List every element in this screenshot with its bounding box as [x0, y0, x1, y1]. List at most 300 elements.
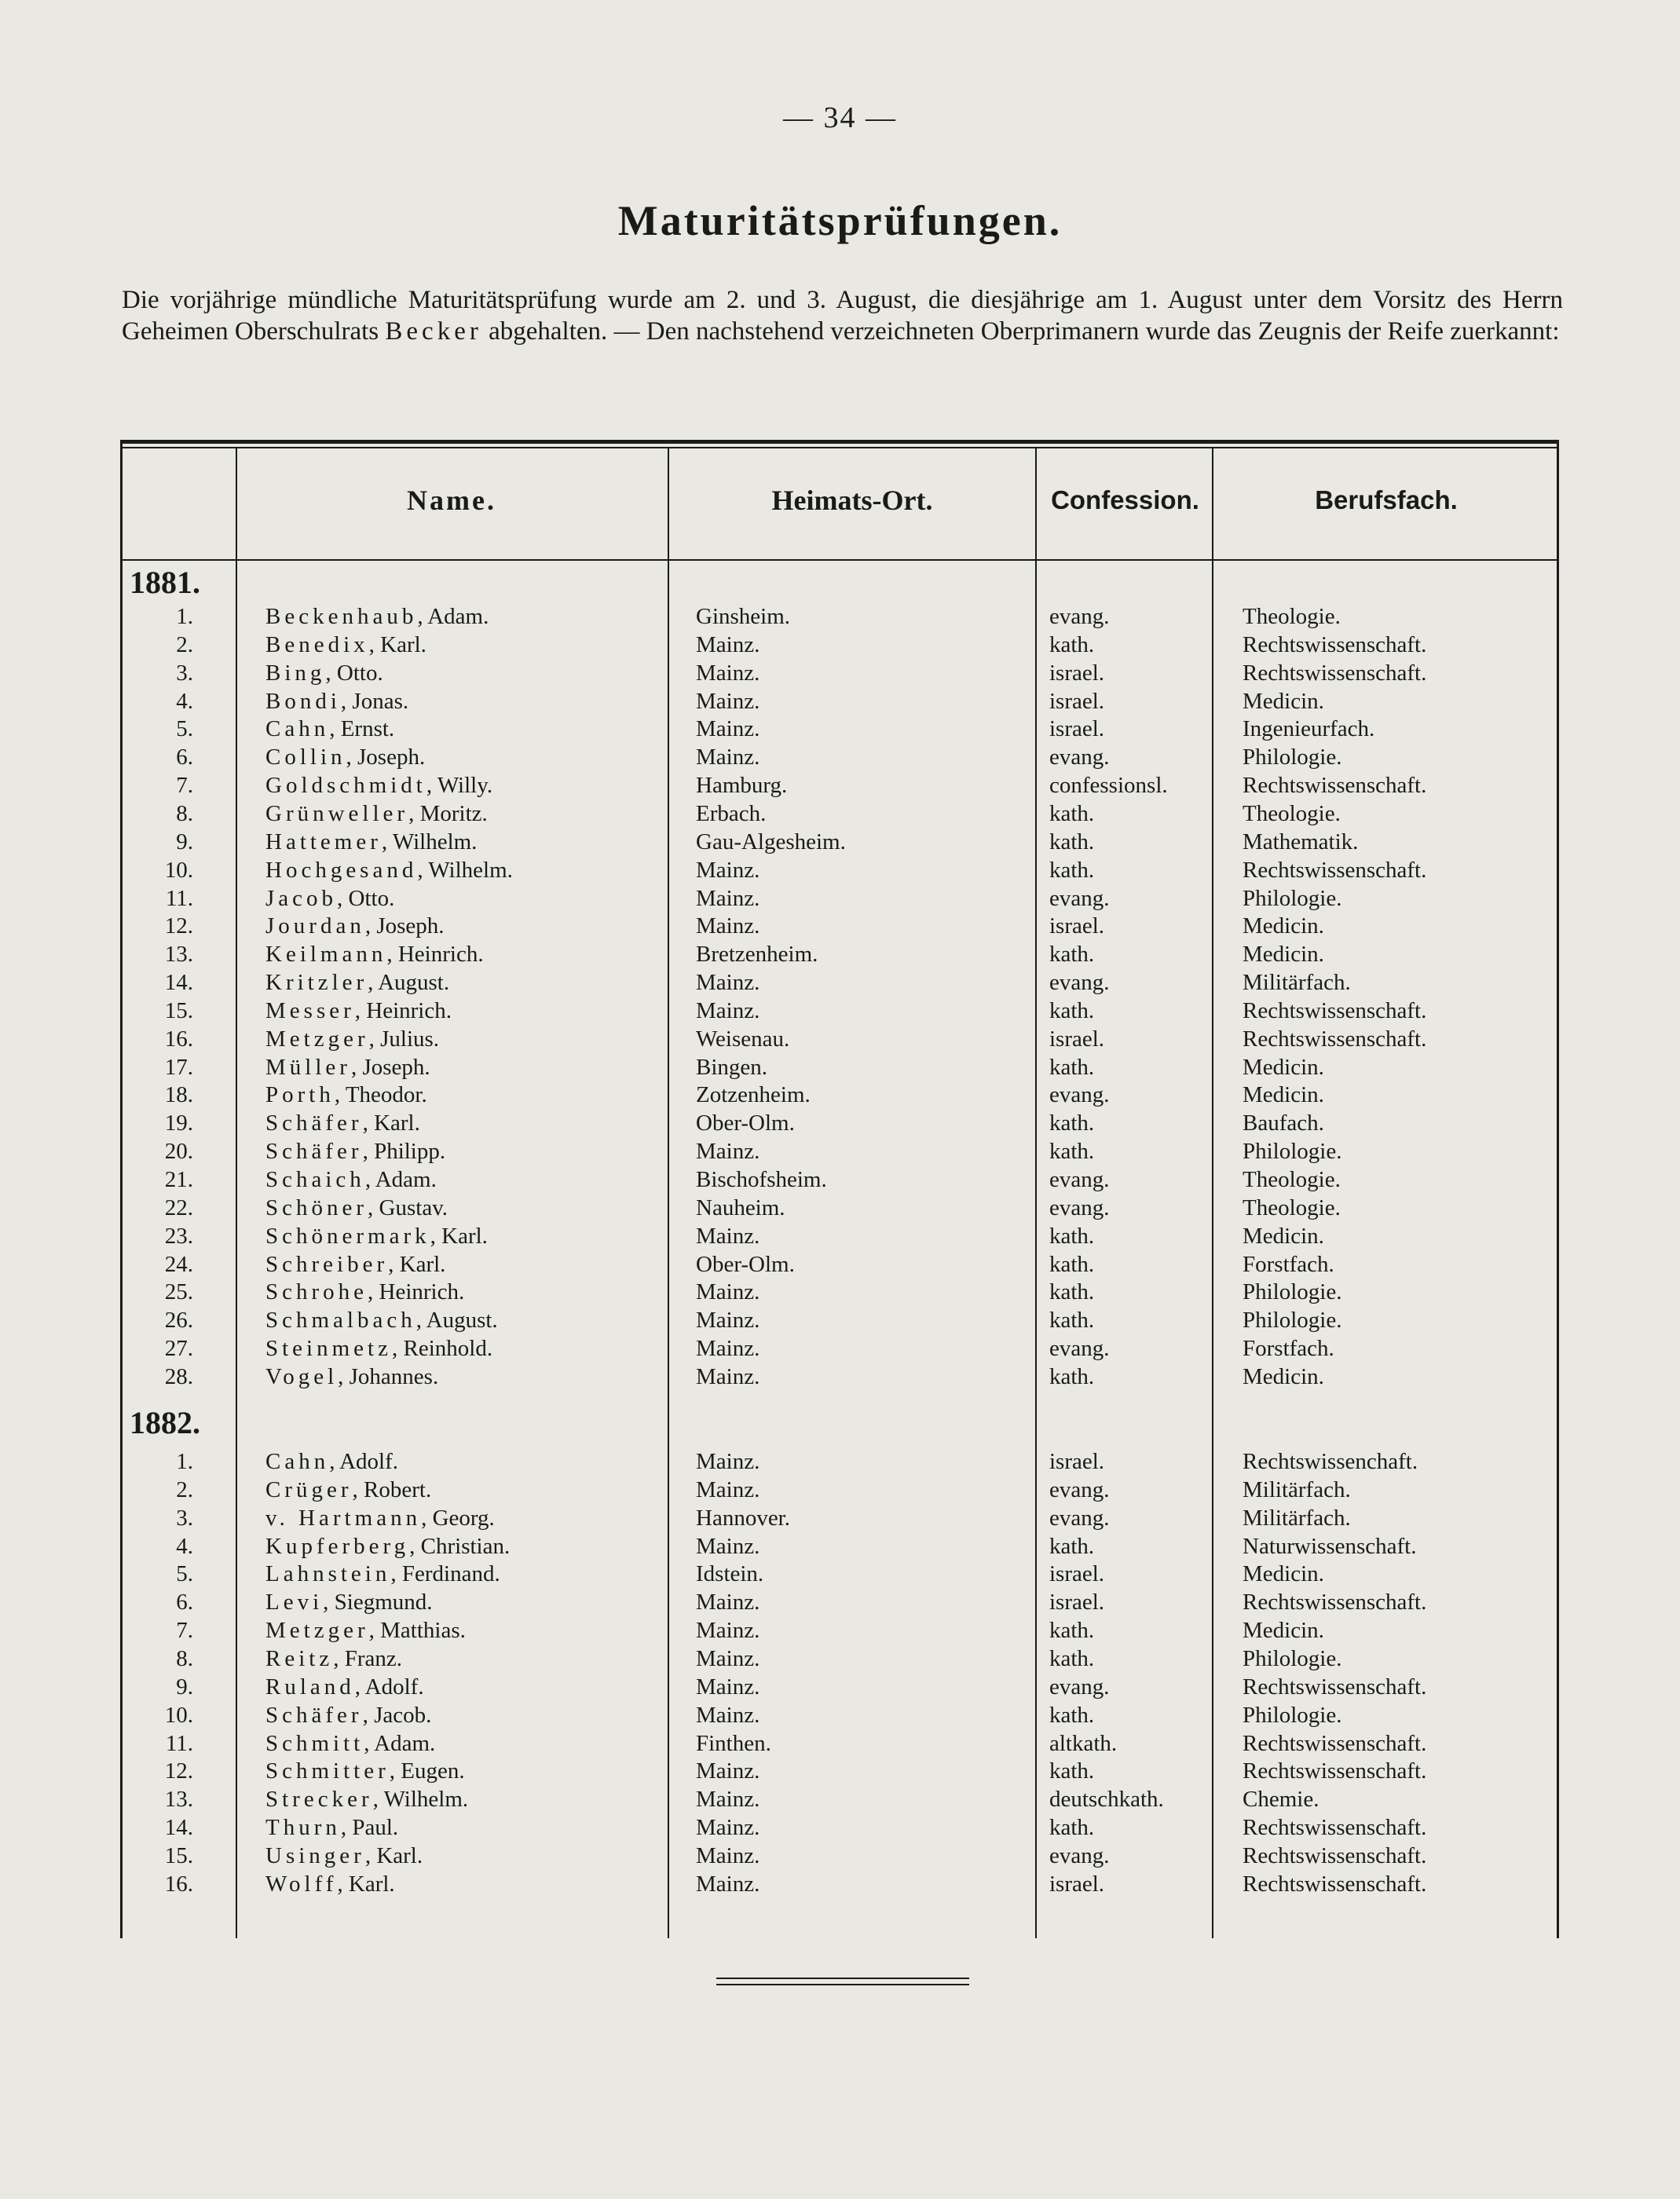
row-number: 16. — [164, 1872, 193, 1897]
row-confession: israel. — [1049, 1561, 1105, 1586]
row-name — [265, 1701, 431, 1729]
row-name — [265, 1109, 420, 1137]
row-given-name: , Wilhelm. — [381, 829, 478, 854]
row-confession: kath. — [1049, 1308, 1095, 1333]
row-confession: kath. — [1049, 1224, 1095, 1249]
row-confession: israel. — [1049, 1872, 1105, 1897]
row-given-name: , Ferdinand. — [390, 1561, 500, 1586]
row-surname: Keilmann — [265, 942, 387, 967]
row-number: 10. — [164, 858, 193, 883]
row-number: 4. — [176, 1534, 193, 1559]
page-number: — 34 — — [783, 101, 897, 134]
row-surname: Schrohe — [265, 1279, 368, 1304]
row-number: 16. — [164, 1026, 193, 1052]
row-heimat: Mainz. — [696, 1139, 760, 1164]
row-heimat: Mainz. — [696, 1308, 760, 1333]
row-surname: Jacob — [265, 886, 338, 911]
row-confession: kath. — [1049, 1139, 1095, 1164]
row-number: 6. — [176, 1590, 193, 1615]
row-number: 3. — [176, 1506, 193, 1531]
row-beruf: Rechtswissenschaft. — [1243, 1758, 1427, 1784]
row-heimat: Mainz. — [696, 1449, 760, 1474]
row-number: 15. — [164, 1843, 193, 1868]
row-heimat: Mainz. — [696, 1336, 760, 1361]
row-given-name: , Christian. — [409, 1534, 511, 1559]
row-confession: evang. — [1049, 1167, 1110, 1192]
column-header-confession: Confession. — [1051, 485, 1199, 514]
row-number: 18. — [164, 1082, 193, 1107]
row-surname: Usinger — [265, 1843, 365, 1868]
row-surname: Steinmetz — [265, 1336, 392, 1361]
table-row — [0, 687, 1680, 715]
row-confession: kath. — [1049, 1703, 1095, 1728]
row-heimat: Mainz. — [696, 689, 760, 714]
row-beruf: Medicin. — [1243, 1055, 1324, 1080]
row-name — [265, 1842, 423, 1870]
row-heimat: Mainz. — [696, 886, 760, 911]
row-given-name: , Siegmund. — [323, 1590, 433, 1615]
row-surname: Metzger — [265, 1618, 369, 1643]
row-confession: kath. — [1049, 1252, 1095, 1277]
row-number: 12. — [164, 1758, 193, 1784]
row-number: 8. — [176, 1646, 193, 1671]
page-title: Maturitätsprüfungen. — [617, 197, 1063, 244]
row-confession: evang. — [1049, 604, 1110, 629]
row-confession: israel. — [1049, 1449, 1105, 1474]
row-number: 5. — [176, 716, 193, 741]
row-heimat: Mainz. — [696, 716, 760, 741]
row-heimat: Weisenau. — [696, 1026, 790, 1052]
row-name — [265, 1081, 427, 1109]
row-number: 22. — [164, 1195, 193, 1220]
row-given-name: , Matthias. — [368, 1618, 466, 1643]
table-row — [0, 1250, 1680, 1279]
row-surname: Lahnstein — [265, 1561, 391, 1586]
row-surname: Collin — [265, 745, 346, 770]
table-row — [0, 1870, 1680, 1898]
row-heimat: Mainz. — [696, 745, 760, 770]
row-beruf: Rechtswissenschaft. — [1243, 1872, 1427, 1897]
row-number: 4. — [176, 689, 193, 714]
row-number: 28. — [164, 1364, 193, 1389]
row-surname: Schönermark — [265, 1224, 430, 1249]
row-given-name: , Jonas. — [340, 689, 409, 714]
end-rule-second — [716, 1984, 969, 1985]
row-beruf: Theologie. — [1243, 801, 1341, 826]
row-given-name: , Paul. — [340, 1815, 399, 1840]
row-name — [265, 1729, 435, 1758]
row-heimat: Idstein. — [696, 1561, 764, 1586]
row-number: 6. — [176, 745, 193, 770]
row-confession: evang. — [1049, 886, 1110, 911]
row-surname: Crüger — [265, 1477, 353, 1502]
row-number: 20. — [164, 1139, 193, 1164]
table-row — [0, 771, 1680, 799]
row-beruf: Forstfach. — [1243, 1336, 1334, 1361]
table-row — [0, 1334, 1680, 1363]
row-confession: kath. — [1049, 1364, 1095, 1389]
table-row — [0, 1842, 1680, 1870]
row-name — [265, 884, 394, 913]
row-name — [265, 1250, 445, 1279]
row-beruf: Philologie. — [1243, 1308, 1342, 1333]
row-beruf: Medicin. — [1243, 1364, 1324, 1389]
row-beruf: Rechtswissenschaft. — [1243, 660, 1427, 686]
row-number: 25. — [164, 1279, 193, 1304]
row-heimat: Ober-Olm. — [696, 1110, 795, 1136]
table-row — [0, 1813, 1680, 1842]
table-row — [0, 856, 1680, 884]
row-number: 17. — [164, 1055, 193, 1080]
table-row — [0, 1306, 1680, 1334]
row-beruf: Philologie. — [1243, 745, 1342, 770]
year-heading: 1881. — [130, 565, 200, 600]
row-beruf: Philologie. — [1243, 1646, 1342, 1671]
row-name — [265, 631, 426, 659]
row-number: 13. — [164, 1787, 193, 1812]
row-beruf: Theologie. — [1243, 604, 1341, 629]
row-beruf: Rechtswissenschaft. — [1243, 773, 1427, 798]
row-confession: israel. — [1049, 913, 1105, 939]
row-beruf: Rechtswissenschaft. — [1243, 1731, 1427, 1756]
row-surname: Goldschmidt — [265, 773, 426, 798]
row-surname: Schöner — [265, 1195, 368, 1220]
row-confession: kath. — [1049, 801, 1095, 826]
row-beruf: Medicin. — [1243, 1082, 1324, 1107]
row-surname: Schmitt — [265, 1731, 364, 1756]
row-name — [265, 940, 484, 968]
row-beruf: Forstfach. — [1243, 1252, 1334, 1277]
row-name — [265, 997, 452, 1025]
table-row — [0, 1194, 1680, 1222]
row-surname: Schreiber — [265, 1252, 389, 1277]
row-surname: Porth — [265, 1082, 335, 1107]
row-number: 2. — [176, 1477, 193, 1502]
intro-text-1: Die vorjährige mündliche Maturitätsprüfung wurde am 2. und 3. August, die diesjährige am 1. August unter dem Vorsitz des Herrn Geheimen Oberschulrats — [122, 286, 1563, 346]
row-confession: altkath. — [1049, 1731, 1118, 1756]
row-given-name: , August. — [415, 1308, 498, 1333]
row-confession: evang. — [1049, 1195, 1110, 1220]
row-surname: Hattemer — [265, 829, 382, 854]
row-name — [265, 1616, 466, 1645]
row-given-name: , Eugen. — [389, 1758, 465, 1784]
row-beruf: Militärfach. — [1243, 1506, 1351, 1531]
table-row — [0, 1278, 1680, 1306]
table-row — [0, 602, 1680, 631]
row-name — [265, 1785, 468, 1813]
table-row — [0, 1729, 1680, 1758]
row-beruf: Medicin. — [1243, 689, 1324, 714]
row-surname: Kritzler — [265, 970, 368, 995]
row-name — [265, 771, 492, 799]
row-heimat: Hamburg. — [696, 773, 788, 798]
row-number: 14. — [164, 1815, 193, 1840]
row-heimat: Mainz. — [696, 970, 760, 995]
end-rule — [716, 1978, 969, 1979]
row-beruf: Ingenieurfach. — [1243, 716, 1375, 741]
row-name — [265, 1757, 465, 1785]
year-heading: 1882. — [130, 1405, 200, 1440]
column-header-name: Name. — [407, 485, 496, 516]
table-row — [0, 1081, 1680, 1109]
row-name — [265, 659, 383, 687]
table-row — [0, 912, 1680, 940]
row-name — [265, 912, 445, 940]
row-beruf: Rechtswissenschaft. — [1243, 1674, 1427, 1700]
row-confession: evang. — [1049, 1674, 1110, 1700]
row-confession: confessionsl. — [1049, 773, 1168, 798]
row-number: 2. — [176, 632, 193, 657]
table-row — [0, 799, 1680, 828]
row-heimat: Mainz. — [696, 1224, 760, 1249]
row-given-name: , Adam. — [417, 604, 489, 629]
table-row — [0, 1588, 1680, 1616]
table-row — [0, 1785, 1680, 1813]
row-beruf: Rechtswissenschaft. — [1243, 858, 1427, 883]
row-number: 3. — [176, 660, 193, 686]
row-number: 23. — [164, 1224, 193, 1249]
row-given-name: , Adam. — [364, 1167, 437, 1192]
row-name — [265, 1334, 492, 1363]
row-given-name: , Gustav. — [368, 1195, 448, 1220]
row-confession: israel. — [1049, 716, 1105, 741]
row-given-name: , Willy. — [426, 773, 493, 798]
row-beruf: Medicin. — [1243, 1224, 1324, 1249]
row-beruf: Medicin. — [1243, 913, 1324, 939]
row-name — [265, 968, 449, 997]
row-heimat: Mainz. — [696, 1872, 760, 1897]
row-name — [265, 1025, 439, 1053]
row-surname: Schäfer — [265, 1703, 363, 1728]
row-confession: kath. — [1049, 829, 1095, 854]
row-beruf: Chemie. — [1243, 1787, 1319, 1812]
row-beruf: Rechtswissenschaft. — [1243, 632, 1427, 657]
row-heimat: Bingen. — [696, 1055, 768, 1080]
row-beruf: Mathematik. — [1243, 829, 1359, 854]
table-row — [0, 1560, 1680, 1588]
row-confession: evang. — [1049, 1336, 1110, 1361]
row-surname: Vogel — [265, 1364, 339, 1389]
row-heimat: Mainz. — [696, 858, 760, 883]
row-confession: israel. — [1049, 1590, 1105, 1615]
row-heimat: Bischofsheim. — [696, 1167, 827, 1192]
row-given-name: , Karl. — [337, 1872, 395, 1897]
table-row — [0, 1616, 1680, 1645]
row-given-name: , Georg. — [421, 1506, 495, 1531]
row-heimat: Ober-Olm. — [696, 1252, 795, 1277]
row-name — [265, 687, 408, 715]
row-confession: kath. — [1049, 1279, 1095, 1304]
table-row — [0, 1165, 1680, 1194]
row-name — [265, 856, 513, 884]
row-name — [265, 1306, 498, 1334]
row-surname: Bing — [265, 660, 326, 686]
row-surname: Müller — [265, 1055, 351, 1080]
row-beruf: Rechtswissenschaft. — [1243, 1815, 1427, 1840]
row-heimat: Gau-Algesheim. — [696, 829, 846, 854]
column-header-beruf: Berufsfach. — [1315, 485, 1458, 514]
row-heimat: Zotzenheim. — [696, 1082, 811, 1107]
row-number: 19. — [164, 1110, 193, 1136]
row-given-name: , Adam. — [364, 1731, 436, 1756]
row-heimat: Mainz. — [696, 1279, 760, 1304]
row-number: 9. — [176, 1674, 193, 1700]
row-confession: israel. — [1049, 689, 1105, 714]
table-row — [0, 1363, 1680, 1391]
row-heimat: Mainz. — [696, 1787, 760, 1812]
row-heimat: Finthen. — [696, 1731, 771, 1756]
row-surname: Jourdan — [265, 913, 365, 939]
row-heimat: Mainz. — [696, 1534, 760, 1559]
row-given-name: , Jacob. — [362, 1703, 432, 1728]
intro-becker: Becker — [385, 317, 482, 346]
row-given-name: , Otto. — [325, 660, 383, 686]
row-heimat: Mainz. — [696, 660, 760, 686]
row-number: 15. — [164, 998, 193, 1023]
row-surname: Reitz — [265, 1646, 334, 1671]
table-row — [0, 1504, 1680, 1532]
row-given-name: , Ernst. — [329, 716, 395, 741]
intro-paragraph — [122, 284, 1563, 347]
row-heimat: Mainz. — [696, 998, 760, 1023]
row-given-name: , Karl. — [364, 1843, 423, 1868]
row-heimat: Bretzenheim. — [696, 942, 818, 967]
row-name — [265, 1870, 395, 1898]
row-given-name: , Heinrich. — [368, 1279, 465, 1304]
row-name — [265, 602, 489, 631]
row-heimat: Mainz. — [696, 1758, 760, 1784]
row-given-name: , Karl. — [362, 1110, 420, 1136]
row-surname: Benedix — [265, 632, 369, 657]
row-surname: Schaich — [265, 1167, 365, 1192]
row-confession: evang. — [1049, 745, 1110, 770]
table-row — [0, 1447, 1680, 1476]
table-header-rule — [120, 559, 1559, 561]
row-surname: Schäfer — [265, 1110, 363, 1136]
row-confession: deutschkath. — [1049, 1787, 1164, 1812]
row-given-name: , Adolf. — [329, 1449, 399, 1474]
row-number: 14. — [164, 970, 193, 995]
row-name — [265, 1278, 464, 1306]
row-heimat: Mainz. — [696, 1364, 760, 1389]
table-row — [0, 940, 1680, 968]
row-given-name: , Franz. — [333, 1646, 402, 1671]
row-heimat: Mainz. — [696, 1477, 760, 1502]
row-heimat: Hannover. — [696, 1506, 790, 1531]
table-row — [0, 828, 1680, 856]
table-row — [0, 1025, 1680, 1053]
row-given-name: , Heinrich. — [386, 942, 484, 967]
row-given-name: , August. — [368, 970, 450, 995]
table-row — [0, 1109, 1680, 1137]
row-number: 5. — [176, 1561, 193, 1586]
row-heimat: Mainz. — [696, 1590, 760, 1615]
row-surname: Schmalbach — [265, 1308, 416, 1333]
row-name — [265, 828, 477, 856]
row-confession: evang. — [1049, 1843, 1110, 1868]
row-confession: kath. — [1049, 1646, 1095, 1671]
row-name — [265, 1813, 398, 1842]
row-surname: Schäfer — [265, 1139, 363, 1164]
row-given-name: , Joseph. — [346, 745, 426, 770]
row-name — [265, 1673, 424, 1701]
table-row — [0, 997, 1680, 1025]
row-given-name: , Reinhold. — [391, 1336, 493, 1361]
row-beruf: Rechtswissenschaft. — [1243, 1026, 1427, 1052]
row-confession: kath. — [1049, 1618, 1095, 1643]
row-beruf: Rechtswissenchaft. — [1243, 1449, 1418, 1474]
row-name — [265, 1053, 430, 1081]
table-row — [0, 631, 1680, 659]
row-confession: kath. — [1049, 1815, 1095, 1840]
row-confession: kath. — [1049, 858, 1095, 883]
row-confession: kath. — [1049, 1055, 1095, 1080]
row-confession: kath. — [1049, 1534, 1095, 1559]
row-heimat: Mainz. — [696, 1703, 760, 1728]
row-name — [265, 1560, 500, 1588]
row-given-name: , Otto. — [337, 886, 395, 911]
row-beruf: Militärfach. — [1243, 1477, 1351, 1502]
row-name — [265, 1137, 445, 1165]
row-number: 26. — [164, 1308, 193, 1333]
row-surname: Beckenhaub — [265, 604, 418, 629]
row-name — [265, 1447, 398, 1476]
row-beruf: Rechtswissenschaft. — [1243, 1843, 1427, 1868]
row-name — [265, 1588, 433, 1616]
row-heimat: Mainz. — [696, 632, 760, 657]
row-name — [265, 1222, 488, 1250]
row-given-name: , Philipp. — [362, 1139, 446, 1164]
row-beruf: Rechtswissenschaft. — [1243, 998, 1427, 1023]
row-beruf: Medicin. — [1243, 1618, 1324, 1643]
row-name — [265, 1645, 402, 1673]
row-confession: kath. — [1049, 1758, 1095, 1784]
row-given-name: , Adolf. — [354, 1674, 424, 1700]
table-row — [0, 659, 1680, 687]
table-top-rule — [120, 440, 1559, 444]
row-given-name: , Karl. — [430, 1224, 488, 1249]
row-beruf: Philologie. — [1243, 1703, 1342, 1728]
row-number: 7. — [176, 1618, 193, 1643]
row-name — [265, 1532, 510, 1561]
row-number: 27. — [164, 1336, 193, 1361]
row-surname: Ruland — [265, 1674, 355, 1700]
row-given-name: , Robert. — [352, 1477, 432, 1502]
row-given-name: , Karl. — [388, 1252, 446, 1277]
row-number: 24. — [164, 1252, 193, 1277]
row-given-name: , Theodor. — [334, 1082, 427, 1107]
row-surname: Strecker — [265, 1787, 373, 1812]
row-name — [265, 799, 488, 828]
table-row — [0, 1532, 1680, 1561]
row-beruf: Theologie. — [1243, 1167, 1341, 1192]
table-row — [0, 1701, 1680, 1729]
row-name — [265, 1363, 438, 1391]
row-heimat: Ginsheim. — [696, 604, 791, 629]
row-heimat: Mainz. — [696, 1843, 760, 1868]
row-given-name: , Joseph. — [364, 913, 445, 939]
row-surname: Kupferberg — [265, 1534, 410, 1559]
row-name — [265, 1476, 431, 1504]
row-confession: kath. — [1049, 1110, 1095, 1136]
row-confession: kath. — [1049, 942, 1095, 967]
table-row — [0, 1645, 1680, 1673]
table-row — [0, 1053, 1680, 1081]
row-surname: Levi — [265, 1590, 324, 1615]
row-surname: Hochgesand — [265, 858, 418, 883]
row-heimat: Erbach. — [696, 801, 767, 826]
row-heimat: Mainz. — [696, 913, 760, 939]
